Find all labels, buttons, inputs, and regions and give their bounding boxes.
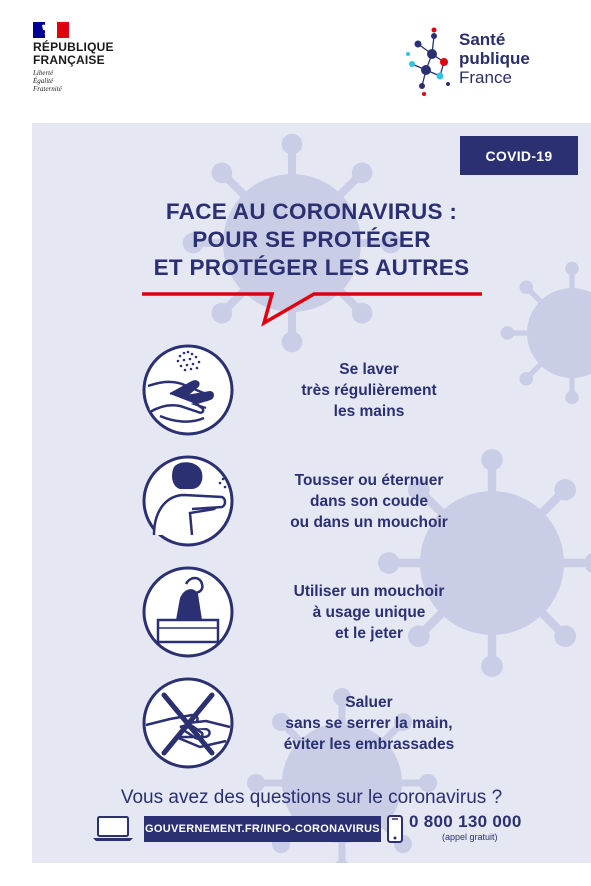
phone-hotline	[409, 812, 549, 842]
gesture-1-line-2: très régulièrement	[301, 381, 437, 399]
gesture-tissue-text	[254, 564, 484, 660]
title-line-1: FACE AU CORONAVIRUS :	[165, 199, 458, 224]
gesture-wash-hands	[32, 342, 591, 442]
gesture-3-line-1: Utiliser un mouchoir	[293, 582, 445, 600]
gesture-2-line-3: ou dans un mouchoir	[290, 513, 448, 531]
speech-bubble-underline	[142, 291, 482, 331]
phone-note: (appel gratuit)	[442, 832, 498, 842]
gesture-no-handshake-text	[254, 675, 484, 771]
gesture-2-line-2: dans son coude	[310, 492, 428, 510]
gesture-tissue	[32, 564, 591, 664]
covid-badge: COVID-19	[460, 136, 578, 175]
footer-question: Vous avez des questions sur le coronavirus ?	[120, 787, 503, 808]
info-url-link[interactable]: GOUVERNEMENT.FR/INFO-CORONAVIRUS	[144, 816, 381, 842]
agency-line-3: France	[459, 68, 512, 87]
gesture-wash-hands-text	[254, 342, 484, 438]
title-line-2: POUR SE PROTÉGER	[192, 227, 431, 252]
marianne-flag-icon	[33, 22, 69, 38]
gesture-2-line-1: Tousser ou éternuer	[294, 471, 444, 489]
tissue-box-icon	[140, 564, 236, 660]
motto-fraternite: Fraternité	[33, 85, 62, 93]
hand-washing-icon	[140, 342, 236, 438]
phone-number[interactable]: 0 800 130 000	[409, 812, 522, 831]
republique-line-1: RÉPUBLIQUE	[33, 40, 114, 54]
gesture-no-handshake	[32, 675, 591, 775]
motto-liberte: Liberté	[33, 69, 54, 77]
republique-line-2: FRANÇAISE	[33, 53, 105, 67]
no-handshake-icon	[140, 675, 236, 771]
gesture-3-line-3: et le jeter	[334, 624, 404, 642]
mobile-phone-icon	[387, 815, 403, 843]
agency-line-2: publique	[459, 49, 530, 68]
molecule-dots-icon	[404, 24, 454, 100]
cough-elbow-icon	[140, 453, 236, 549]
sante-publique-france-logo	[404, 24, 554, 100]
gesture-4-line-2: sans se serrer la main,	[285, 714, 453, 732]
republique-motto	[33, 69, 62, 93]
gesture-4-line-1: Saluer	[345, 693, 393, 711]
gesture-3-line-2: à usage unique	[312, 603, 426, 621]
poster-title	[32, 198, 591, 282]
motto-egalite: Égalité	[33, 77, 54, 85]
agency-name	[459, 30, 530, 87]
gesture-cough-elbow	[32, 453, 591, 553]
agency-line-1: Santé	[459, 30, 506, 49]
gesture-1-line-1: Se laver	[339, 360, 399, 378]
republique-name	[33, 41, 114, 67]
title-line-3: ET PROTÉGER LES AUTRES	[153, 255, 470, 280]
laptop-icon	[92, 816, 134, 842]
gesture-1-line-3: les mains	[333, 402, 405, 420]
gesture-4-line-3: éviter les embrassades	[283, 735, 455, 753]
poster-panel	[32, 123, 591, 863]
gesture-cough-elbow-text	[254, 453, 484, 549]
